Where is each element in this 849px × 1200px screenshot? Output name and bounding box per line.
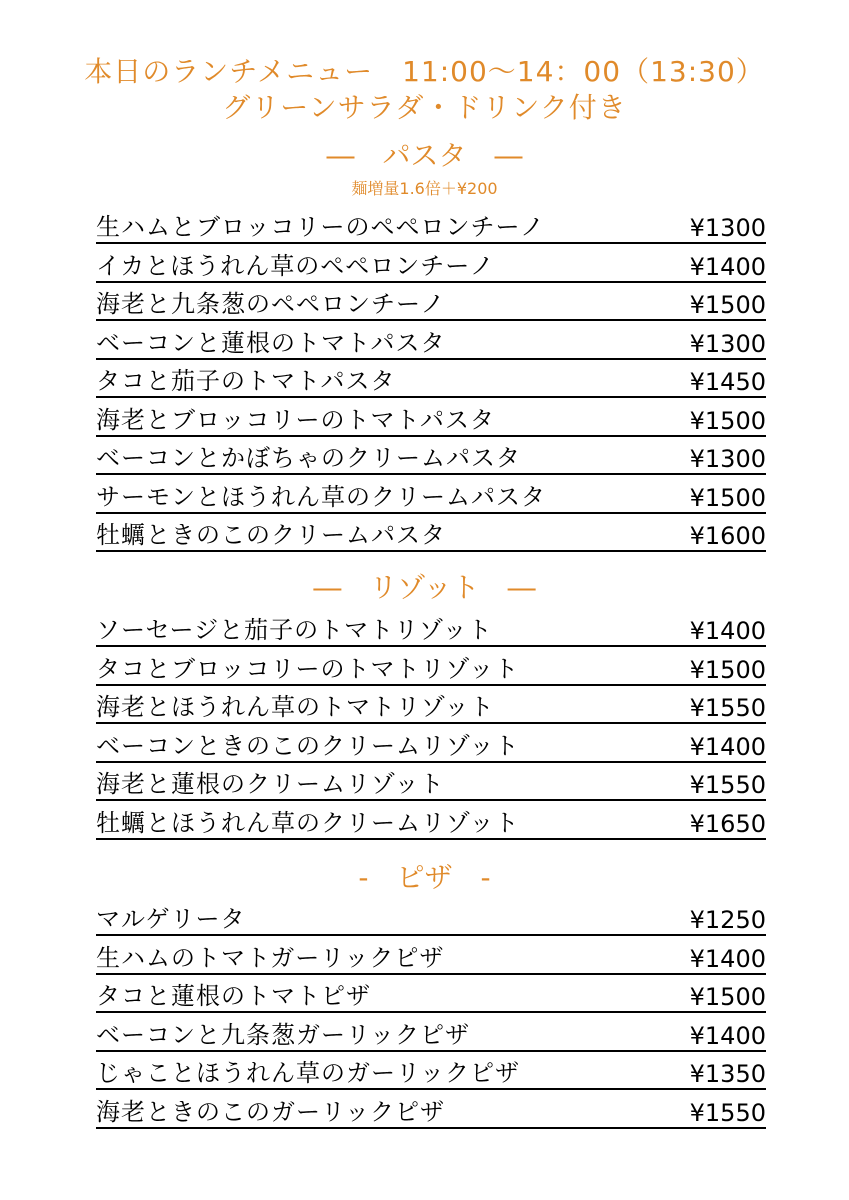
menu-item-name: タコとブロッコリーのトマトリゾット (96, 654, 520, 683)
menu-item-name: じゃことほうれん草のガーリックピザ (96, 1059, 521, 1087)
menu-item (96, 326, 766, 360)
menu-item (96, 729, 766, 763)
section-title-risotto: ― リゾット ― (313, 571, 536, 604)
menu-item-name: イカとほうれん草のペペロンチーノ (96, 251, 495, 280)
menu-item (96, 613, 766, 647)
menu-item (96, 287, 766, 321)
underline (96, 1127, 766, 1129)
menu-item-name: 海老とブロッコリーのトマトパスタ (96, 405, 496, 434)
menu-item-price: ¥1550 (689, 771, 766, 799)
underline (96, 242, 766, 244)
menu-item (96, 979, 766, 1013)
underline (96, 684, 766, 686)
menu-item (96, 767, 766, 801)
menu-item-price: ¥1300 (689, 329, 766, 358)
underline (96, 512, 766, 514)
menu-item (96, 652, 766, 686)
menu-item-price: ¥1600 (689, 522, 766, 550)
underline (96, 358, 766, 360)
underline (96, 934, 766, 936)
menu-item-price: ¥1500 (689, 406, 766, 435)
menu-item-price: ¥1450 (689, 368, 766, 396)
underline (96, 722, 766, 724)
menu-item-price: ¥1500 (689, 483, 766, 512)
underline (96, 973, 766, 975)
section-title-pizza: - ピザ - (358, 861, 491, 894)
menu-item (96, 806, 766, 840)
menu-item (96, 210, 766, 244)
underline (96, 799, 766, 801)
menu-title: 本日のランチメニュー 11:00～14：00（13:30） (84, 55, 765, 88)
menu-item (96, 518, 766, 552)
menu-item-name: ベーコンときのこのクリームリゾット (96, 731, 520, 760)
underline (96, 550, 766, 552)
menu-item-name: 牡蠣とほうれん草のクリームリゾット (96, 808, 520, 837)
menu-item-name: 海老とほうれん草のトマトリゾット (96, 693, 495, 721)
menu-item-name: ソーセージと茄子のトマトリゾット (96, 616, 493, 644)
menu-item-name: ベーコンとかぼちゃのクリームパスタ (96, 444, 521, 472)
menu-item (96, 441, 766, 475)
menu-item-name: マルゲリータ (96, 905, 246, 933)
underline (96, 1050, 766, 1052)
menu-item-price: ¥1400 (689, 617, 766, 645)
menu-item (96, 249, 766, 283)
underline (96, 1088, 766, 1090)
menu-item-price: ¥1650 (689, 809, 766, 838)
menu-item-price: ¥1300 (689, 445, 766, 473)
menu-item-name: 生ハムのトマトガーリックピザ (96, 943, 445, 972)
underline (96, 435, 766, 437)
underline (96, 838, 766, 840)
menu-item-name: ベーコンと蓮根のトマトパスタ (96, 328, 446, 357)
section-title-pasta: ― パスタ ― (326, 139, 523, 172)
menu-item-name: 海老と九条葱のペペロンチーノ (96, 290, 446, 318)
menu-item (96, 1095, 766, 1129)
menu-item-name: タコと茄子のトマトパスタ (96, 367, 396, 395)
menu-item (96, 902, 766, 936)
menu-item (96, 941, 766, 975)
menu-item (96, 1018, 766, 1052)
menu-item-name: 海老と蓮根のクリームリゾット (96, 770, 445, 798)
menu-item-name: 生ハムとブロッコリーのペペロンチーノ (96, 213, 546, 241)
menu-item-price: ¥1500 (689, 655, 766, 684)
menu-item-name: ベーコンと九条葱ガーリックピザ (96, 1020, 471, 1049)
underline (96, 319, 766, 321)
menu-item-name: サーモンとほうれん草のクリームパスタ (96, 482, 546, 511)
menu-item-name: タコと蓮根のトマトピザ (96, 982, 371, 1010)
menu-item-price: ¥1500 (689, 983, 766, 1011)
menu-item-price: ¥1550 (689, 1098, 766, 1127)
menu-item (96, 480, 766, 514)
underline (96, 761, 766, 763)
menu-item-price: ¥1400 (689, 732, 766, 761)
menu-item (96, 1056, 766, 1090)
underline (96, 473, 766, 475)
underline (96, 281, 766, 283)
underline (96, 1011, 766, 1013)
menu-item (96, 364, 766, 398)
menu-item-price: ¥1400 (689, 944, 766, 973)
menu-item-price: ¥1400 (689, 1021, 766, 1050)
menu-item-price: ¥1400 (689, 252, 766, 281)
menu-item-price: ¥1500 (689, 291, 766, 319)
menu-item-name: 牡蠣ときのこのクリームパスタ (96, 521, 446, 549)
underline (96, 645, 766, 647)
menu-item-price: ¥1300 (689, 214, 766, 242)
menu-item-name: 海老ときのこのガーリックピザ (96, 1097, 446, 1126)
menu-item-price: ¥1350 (689, 1060, 766, 1088)
menu-subtitle: グリーンサラダ・ドリンク付き (222, 91, 627, 124)
underline (96, 396, 766, 398)
menu-item (96, 690, 766, 724)
menu-item (96, 403, 766, 437)
pasta-note: 麺増量1.6倍＋¥200 (351, 179, 498, 198)
menu-item-price: ¥1550 (689, 694, 766, 722)
menu-item-price: ¥1250 (689, 906, 766, 934)
